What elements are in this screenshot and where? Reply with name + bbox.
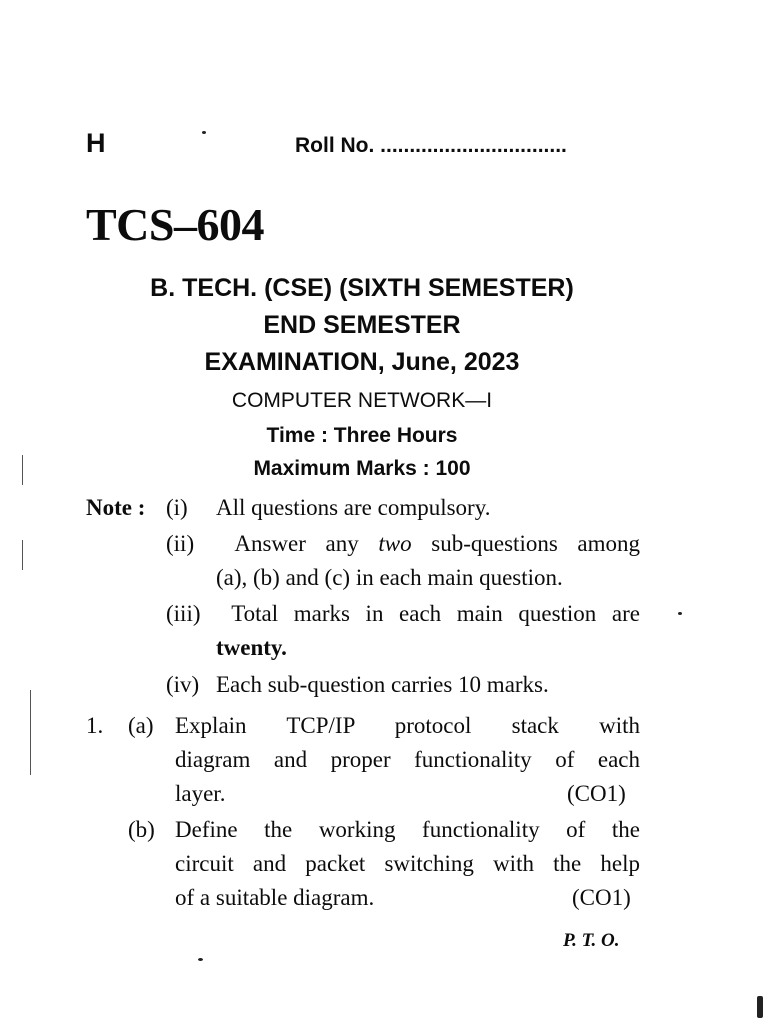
subquestion-marker: (a): [128, 713, 154, 738]
set-code: H: [86, 128, 106, 158]
paper-code: TCS–604: [86, 199, 264, 250]
subquestion-text: layer.: [175, 781, 226, 806]
note-marker: (iv): [166, 672, 200, 697]
page-turn-over: P. T. O.: [563, 930, 620, 951]
note-item: [166, 668, 549, 702]
note-text: Each sub-question carries 10 marks.: [216, 672, 549, 697]
scan-edge-line: [22, 455, 23, 485]
note-marker: (ii): [166, 531, 195, 556]
note-marker: (i): [166, 495, 188, 520]
scan-speck: [198, 958, 203, 961]
note-emphasis: two: [378, 531, 412, 556]
note-item: [166, 527, 640, 561]
note-text: All questions are compulsory.: [216, 495, 491, 520]
note-text: Answer any: [234, 531, 359, 556]
subject-title: COMPUTER NETWORK—I: [231, 389, 493, 412]
maximum-marks: Maximum Marks : 100: [253, 457, 471, 480]
note-item: [166, 597, 640, 631]
note-item: [166, 491, 490, 525]
subquestion-text: Explain TCP/IP protocol stack with: [175, 713, 640, 738]
note-text: Total marks in each main question are: [231, 601, 640, 626]
scan-speck: [757, 996, 763, 1018]
subquestion-marker: (b): [128, 817, 155, 842]
note-text-continued: (a), (b) and (c) in each main question.: [216, 565, 563, 590]
question-number: 1.: [86, 713, 104, 738]
exam-duration: Time : Three Hours: [266, 424, 458, 447]
scan-edge-line: [22, 540, 23, 570]
exam-title-line1: END SEMESTER: [263, 311, 461, 339]
note-text: sub-questions among: [431, 531, 641, 556]
course-outcome-tag: (CO1): [567, 781, 626, 806]
scan-speck: [202, 131, 206, 134]
subquestion-text: circuit and packet switching with the help: [175, 851, 640, 876]
scan-speck: [678, 612, 682, 615]
scan-edge-line: [30, 690, 31, 775]
course-title: B. TECH. (CSE) (SIXTH SEMESTER): [150, 274, 574, 302]
note-text-continued: twenty.: [216, 635, 287, 660]
subquestion-text: of a suitable diagram.: [175, 885, 375, 910]
exam-title-line2: EXAMINATION, June, 2023: [204, 348, 520, 376]
roll-number-field: Roll No. ................................: [295, 134, 567, 157]
note-label: Note :: [86, 495, 146, 520]
subquestion-text: diagram and proper functionality of each: [175, 747, 640, 772]
course-outcome-tag: (CO1): [572, 885, 631, 910]
subquestion-text: Define the working functionality of the: [175, 817, 640, 842]
note-marker: (iii): [166, 601, 201, 626]
